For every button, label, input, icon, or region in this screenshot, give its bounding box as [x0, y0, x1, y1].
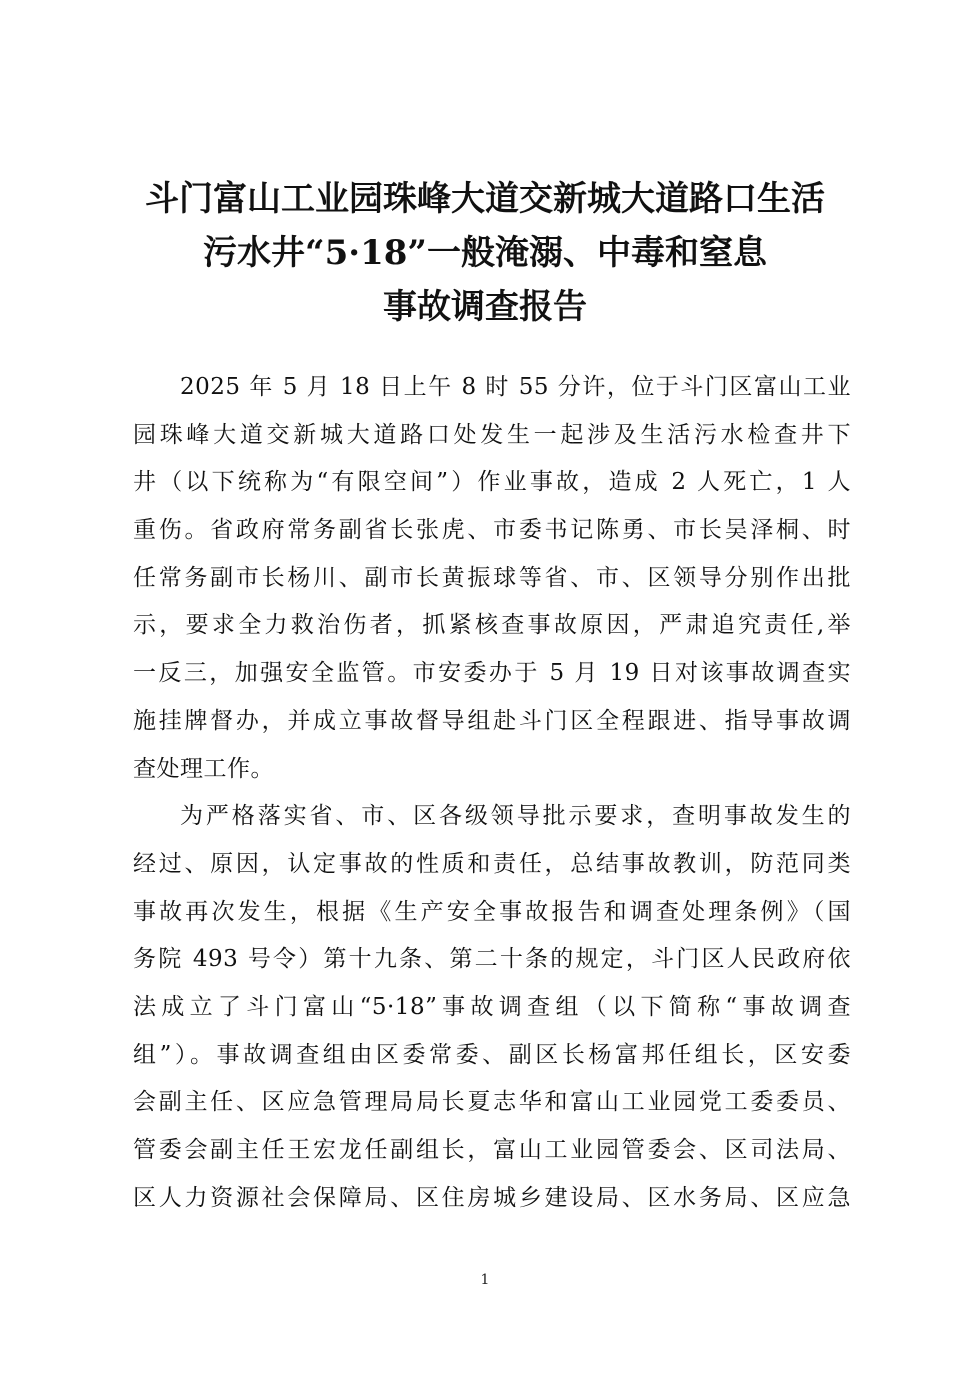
paragraph-1-line: 一反三，加强安全监管。市安委办于 5 月 19 日对该事故调查实: [133, 660, 851, 687]
paragraph-2-line: 组”）。事故调查组由区委常委、副区长杨富邦任组长，区安委: [133, 1041, 851, 1068]
paragraph-1-line: 重伤。省政府常务副省长张虎、市委书记陈勇、市长吴泽桐、时: [133, 517, 851, 544]
document-title: [0, 172, 970, 334]
paragraph-2-line: 经过、原因，认定事故的性质和责任，总结事故教训，防范同类: [133, 850, 851, 877]
paragraph-2-line: 为严格落实省、市、区各级领导批示要求，查明事故发生的: [180, 803, 851, 830]
paragraph-2-line: 法成立了斗门富山“5·18”事故调查组（以下简称“事故调查: [133, 993, 851, 1020]
paragraph-1-line: 园珠峰大道交新城大道路口处发生一起涉及生活污水检查井下: [133, 421, 851, 448]
paragraph-1-line: 2025 年 5 月 18 日上午 8 时 55 分许，位于斗门区富山工业: [180, 374, 851, 400]
document-body: [133, 364, 851, 1222]
paragraph-2-line: 管委会副主任王宏龙任副组长，富山工业园管委会、区司法局、: [133, 1137, 851, 1163]
paragraph-1-line: 施挂牌督办，并成立事故督导组赴斗门区全程跟进、指导事故调: [133, 707, 851, 734]
title-line-2: 污水井“5·18”一般淹溺、中毒和窒息: [203, 233, 767, 273]
paragraph-1-line: 示，要求全力救治伤者，抓紧核查事故原因，严肃追究责任,举: [133, 612, 851, 639]
paragraph-2-line: 务院 493 号令）第十九条、第二十条的规定，斗门区人民政府依: [133, 946, 851, 973]
page-number: 1: [480, 1272, 490, 1288]
paragraph-1-line: 井（以下统称为“有限空间”）作业事故，造成 2 人死亡，1 人: [133, 469, 851, 496]
paragraph-2-line: 区人力资源社会保障局、区住房城乡建设局、区水务局、区应急: [133, 1184, 851, 1211]
paragraph-2-line: 会副主任、区应急管理局局长夏志华和富山工业园党工委委员、: [133, 1089, 851, 1116]
paragraph-2-line: 事故再次发生，根据《生产安全事故报告和调查处理条例》（国: [133, 898, 851, 925]
paragraph-1-line: 查处理工作。: [133, 755, 274, 782]
title-line-1: 斗门富山工业园珠峰大道交新城大道路口生活: [145, 179, 825, 219]
title-line-3: 事故调查报告: [383, 287, 587, 327]
paragraph-1-line: 任常务副市长杨川、副市长黄振球等省、市、区领导分别作出批: [133, 564, 851, 591]
